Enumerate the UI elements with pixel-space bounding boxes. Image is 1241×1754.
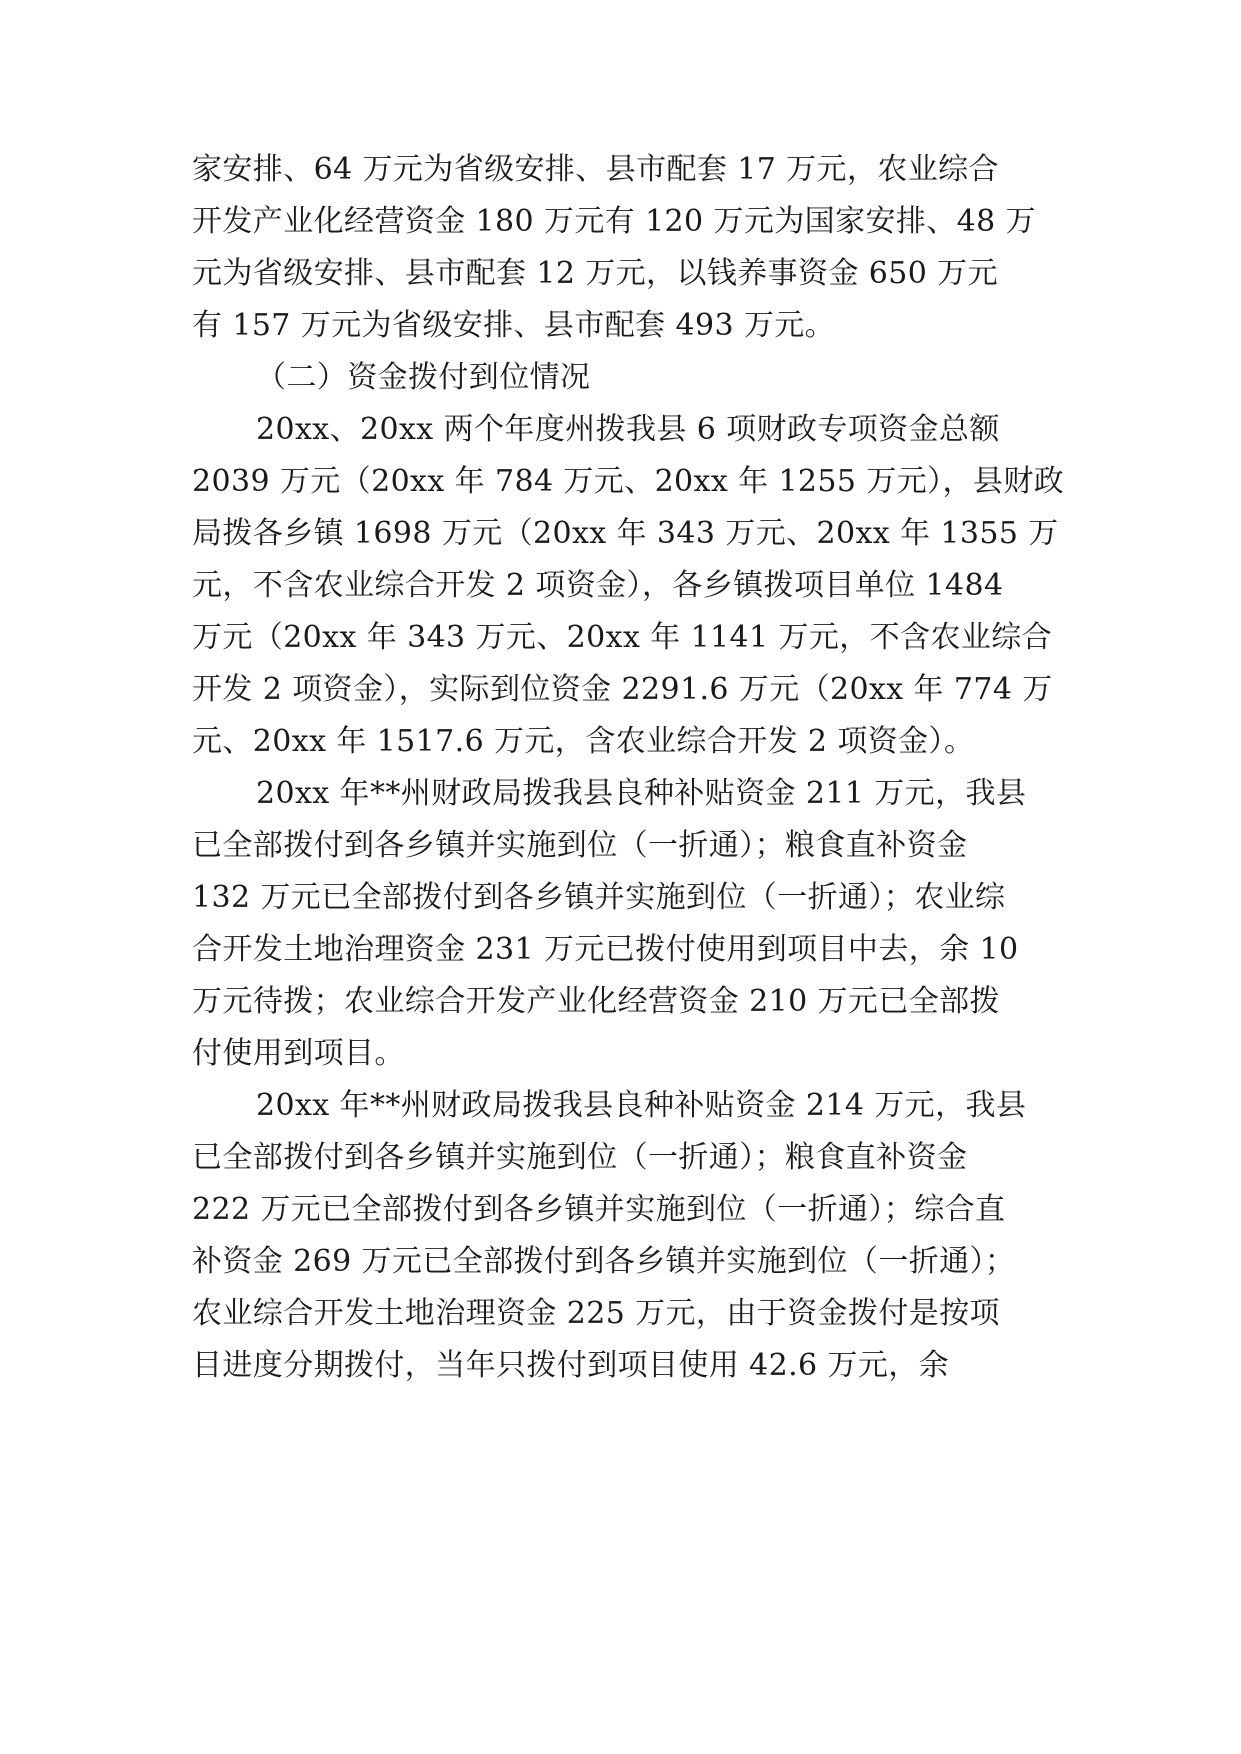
paragraph-first-line: 20xx 年**州财政局拨我县良种补贴资金 214 万元，我县: [256, 1088, 1027, 1123]
text-line: 已全部拨付到各乡镇并实施到位（一折通）；粮食直补资金: [192, 1140, 968, 1175]
text-line: 开发 2 项资金），实际到位资金 2291.6 万元（20xx 年 774 万: [192, 672, 1053, 707]
text-line: 目进度分期拨付，当年只拨付到项目使用 42.6 万元，余: [192, 1348, 950, 1383]
text-line: 已全部拨付到各乡镇并实施到位（一折通）；粮食直补资金: [192, 828, 968, 863]
text-line: 元、20xx 年 1517.6 万元，含农业综合开发 2 项资金）。: [192, 724, 975, 759]
text-line: 合开发土地治理资金 231 万元已拨付使用到项目中去，余 10: [192, 932, 1019, 967]
text-line: 万元（20xx 年 343 万元、20xx 年 1141 万元，不含农业综合: [192, 620, 1053, 655]
text-line: 补资金 269 万元已全部拨付到各乡镇并实施到位（一折通）；: [192, 1244, 1016, 1279]
text-line: 有 157 万元为省级安排、县市配套 493 万元。: [192, 308, 836, 343]
text-line: 222 万元已全部拨付到各乡镇并实施到位（一折通）；综合直: [192, 1192, 1006, 1227]
text-line: 付使用到项目。: [192, 1036, 405, 1071]
text-line: 开发产业化经营资金 180 万元有 120 万元为国家安排、48 万: [192, 204, 1036, 239]
section-heading: （二）资金拨付到位情况: [256, 360, 591, 395]
text-line: 局拨各乡镇 1698 万元（20xx 年 343 万元、20xx 年 1355 万: [192, 516, 1059, 551]
text-line: 元为省级安排、县市配套 12 万元，以钱养事资金 650 万元: [192, 256, 998, 291]
text-line: 家安排、64 万元为省级安排、县市配套 17 万元，农业综合: [192, 152, 999, 187]
text-line: 农业综合开发土地治理资金 225 万元，由于资金拨付是按项: [192, 1296, 1000, 1331]
paragraph-first-line: 20xx、20xx 两个年度州拨我县 6 项财政专项资金总额: [256, 412, 1000, 447]
text-line: 元，不含农业综合开发 2 项资金），各乡镇拨项目单位 1484: [192, 568, 1004, 603]
text-line: 132 万元已全部拨付到各乡镇并实施到位（一折通）；农业综: [192, 880, 1006, 915]
text-line: 万元待拨；农业综合开发产业化经营资金 210 万元已全部拨: [192, 984, 1000, 1019]
text-line: 2039 万元（20xx 年 784 万元、20xx 年 1255 万元），县财政: [192, 464, 1065, 499]
paragraph-first-line: 20xx 年**州财政局拨我县良种补贴资金 211 万元，我县: [256, 776, 1027, 811]
